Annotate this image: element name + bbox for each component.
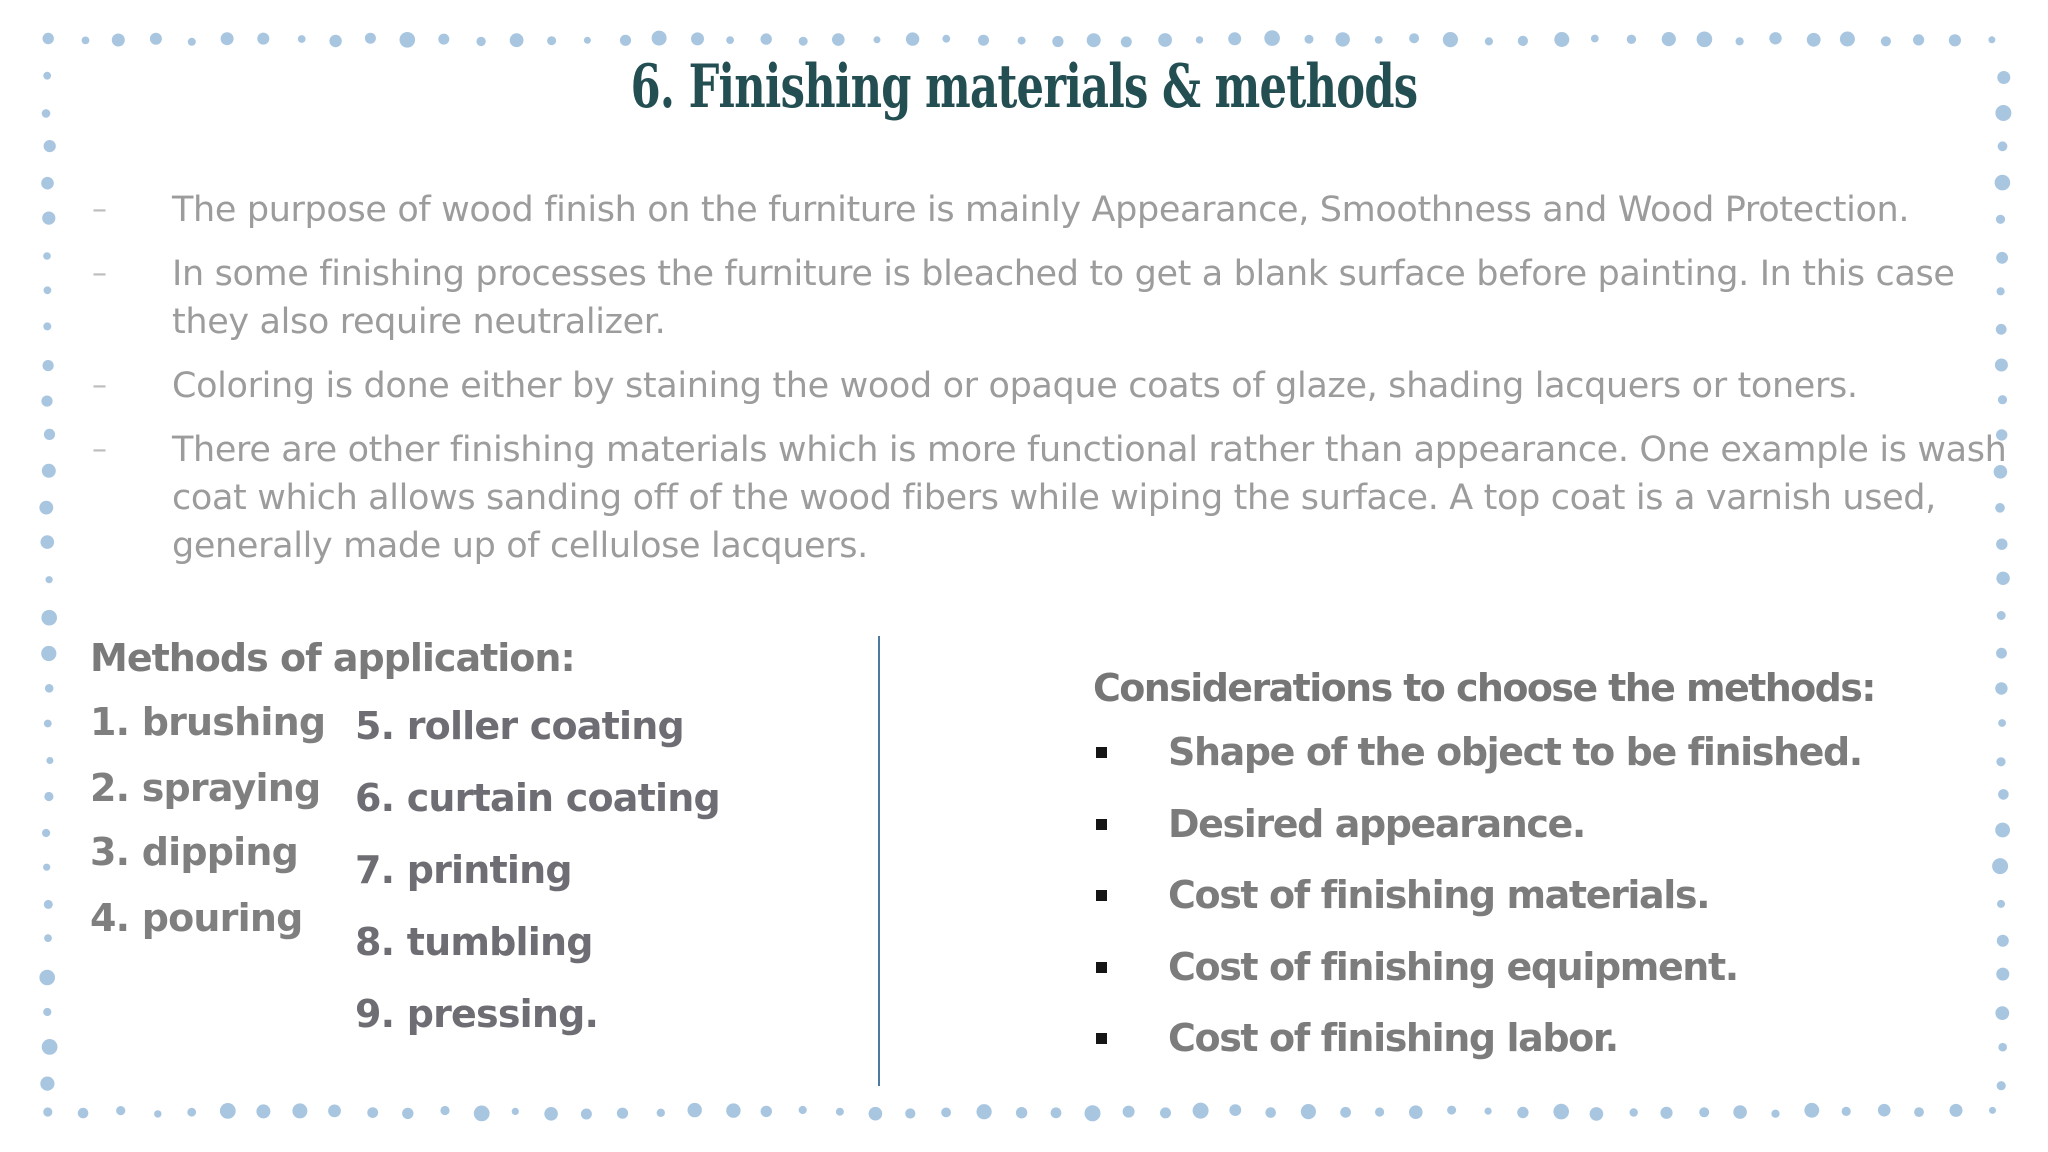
border-dot [44, 900, 53, 909]
border-dot [1264, 30, 1280, 46]
border-dot [1409, 1105, 1423, 1119]
consideration-text: Cost of finishing labor. [1168, 1016, 1618, 1060]
slide-title: 6. Finishing materials & methods [630, 52, 1418, 122]
border-dot [41, 396, 52, 407]
border-dot [116, 1106, 125, 1115]
border-dot [1160, 1107, 1171, 1118]
border-dot [510, 33, 524, 47]
border-dot [657, 1109, 665, 1117]
border-dot [40, 1077, 54, 1091]
border-dot [1087, 33, 1101, 47]
methods-heading: Methods of application: [90, 636, 575, 680]
bullet-text: In some finishing processes the furniture is bleached to get a blank surface before painting. In this case they also require neutralizer. [172, 254, 1955, 342]
border-dot [1591, 35, 1599, 43]
border-dot [1443, 32, 1458, 47]
border-dot [1590, 1107, 1604, 1121]
border-dot [1085, 1105, 1101, 1121]
consideration-text: Cost of finishing equipment. [1168, 945, 1738, 989]
border-dot [42, 212, 55, 225]
bullet-dash-marker: – [92, 368, 107, 403]
border-dot [1881, 36, 1891, 46]
border-dot [1553, 1104, 1569, 1120]
border-dot [43, 1008, 51, 1016]
border-dot [1018, 37, 1026, 45]
border-dot [44, 934, 52, 942]
border-dot [42, 829, 50, 837]
border-dot [1769, 32, 1781, 44]
border-dot [43, 252, 51, 260]
border-dot [256, 1104, 270, 1118]
border-dot [44, 720, 52, 728]
border-dot [39, 970, 55, 986]
border-dot [400, 32, 416, 48]
border-dot [45, 684, 54, 693]
border-dot [1340, 1107, 1351, 1118]
border-dot [1228, 32, 1241, 45]
border-dot [547, 36, 556, 45]
border-dot [44, 140, 56, 152]
border-dot [188, 38, 196, 46]
bullet-item [92, 426, 2012, 570]
border-dot [832, 33, 845, 46]
border-dot [150, 33, 162, 45]
border-dot [905, 1108, 915, 1118]
bullet-dash-marker: – [92, 192, 107, 227]
border-dot [1336, 32, 1350, 46]
border-dot [78, 1108, 89, 1119]
border-dot [154, 1110, 161, 1117]
border-dot [761, 33, 772, 44]
border-dot [1995, 823, 2010, 838]
border-dot [941, 1108, 951, 1118]
bullet-text: There are other finishing materials which is more functional rather than appearance. One example is wash coat which allows sanding off of the wood fibers while wiping the surface. A top coat is a varnish used, generally made up of cellulose lacquers. [172, 430, 2007, 566]
border-dot [874, 36, 881, 43]
border-dot [620, 35, 631, 46]
consideration-text: Desired appearance. [1168, 802, 1585, 846]
border-dot [1554, 32, 1569, 47]
square-bullet-icon [1096, 890, 1107, 901]
bullet-dash-marker: – [92, 256, 107, 291]
border-dot [1995, 682, 2007, 694]
border-dot [220, 1103, 236, 1119]
column-divider [878, 636, 880, 1086]
border-dot [1662, 32, 1676, 46]
border-dot [652, 31, 667, 46]
border-dot [1158, 33, 1172, 47]
border-dot [1995, 105, 2011, 121]
border-dot [1988, 36, 1995, 43]
square-bullet-icon [1096, 1033, 1107, 1044]
border-dot [41, 535, 55, 549]
border-dot [1193, 1103, 1209, 1119]
method-item: 7. printing [355, 848, 572, 892]
border-dot [1305, 35, 1314, 44]
bullet-item [92, 362, 2012, 410]
border-dot [906, 32, 919, 45]
border-dot [1998, 789, 2009, 800]
border-dot [1996, 757, 2005, 766]
border-dot [1842, 1107, 1851, 1116]
border-dot [1914, 1107, 1924, 1117]
border-dot [869, 1107, 883, 1121]
border-dot [42, 464, 56, 478]
border-dot [1123, 1106, 1135, 1118]
border-dot [799, 37, 808, 46]
border-dot [1997, 611, 2006, 620]
border-dot [46, 757, 53, 764]
consideration-text: Shape of the object to be finished. [1168, 730, 1862, 774]
border-dot [726, 1103, 740, 1117]
border-dot [365, 33, 376, 44]
border-dot [1913, 34, 1924, 45]
border-dot [1196, 36, 1203, 43]
border-dot [43, 864, 50, 871]
border-dot [1447, 1106, 1456, 1115]
border-dot [1950, 1104, 1963, 1117]
border-dot [799, 1106, 807, 1114]
border-dot [46, 576, 53, 583]
border-dot [512, 1108, 519, 1115]
border-dot [42, 109, 51, 118]
border-dot [836, 1108, 844, 1116]
bullet-dash-marker: – [92, 432, 107, 467]
border-dot [1840, 32, 1855, 47]
border-dot [476, 37, 485, 46]
border-dot [1997, 1081, 2006, 1090]
border-dot [584, 37, 591, 44]
border-dot [1998, 719, 2006, 727]
border-dot [726, 36, 734, 44]
border-dot [1016, 1107, 1027, 1118]
border-dot [43, 360, 54, 371]
border-dot [1518, 36, 1528, 46]
border-dot [329, 35, 341, 47]
square-bullet-icon [1096, 819, 1107, 830]
bullet-item [92, 250, 2012, 346]
border-dot [43, 33, 54, 44]
border-dot [1375, 36, 1383, 44]
border-dot [44, 286, 52, 294]
border-dot [82, 37, 90, 45]
bullet-item [92, 186, 2012, 234]
border-dot [1949, 34, 1961, 46]
border-dot [761, 1106, 772, 1117]
bullet-text: Coloring is done either by staining the wood or opaque coats of glaze, shading lacquers or toners. [172, 366, 1858, 406]
border-dot [544, 1107, 558, 1121]
border-dot [1996, 648, 2007, 659]
border-dot [43, 322, 51, 330]
border-dot [298, 35, 306, 43]
border-dot [581, 1109, 592, 1120]
border-dot [41, 177, 54, 190]
border-dot [1998, 141, 2008, 151]
border-dot [1733, 1105, 1747, 1119]
border-dot [39, 501, 53, 515]
border-dot [1804, 1103, 1819, 1118]
border-dot [688, 1103, 702, 1117]
border-dot [1771, 1110, 1779, 1118]
border-dot [474, 1106, 490, 1122]
border-dot [1627, 35, 1636, 44]
border-dot [41, 610, 57, 626]
border-dot [1660, 1107, 1672, 1119]
square-bullet-icon [1096, 962, 1107, 973]
border-dot [1052, 36, 1063, 47]
border-dot [1121, 36, 1132, 47]
method-item: 2. spraying [90, 766, 321, 810]
border-dot [41, 646, 56, 661]
border-dot [1485, 37, 1493, 45]
border-dot [440, 1106, 449, 1115]
method-item: 8. tumbling [355, 920, 593, 964]
border-dot [221, 32, 234, 45]
border-dot [1301, 1104, 1316, 1119]
border-dot [43, 1107, 52, 1116]
border-dot [1485, 1108, 1492, 1115]
border-dot [978, 35, 989, 46]
border-dot [112, 34, 125, 47]
border-dot [1997, 935, 2009, 947]
border-dot [1989, 1107, 1996, 1114]
method-item: 9. pressing. [355, 992, 599, 1036]
border-dot [1995, 1006, 2009, 1020]
border-dot [292, 1103, 307, 1118]
method-item: 3. dipping [90, 830, 299, 874]
border-dot [977, 1104, 992, 1119]
method-item: 1. brushing [90, 700, 326, 744]
border-dot [1051, 1107, 1062, 1118]
border-dot [691, 32, 704, 45]
border-dot [617, 1108, 628, 1119]
border-dot [1996, 968, 2009, 981]
border-dot [438, 34, 449, 45]
border-dot [1878, 1104, 1891, 1117]
border-dot [1229, 1104, 1241, 1116]
border-dot [1998, 1043, 2007, 1052]
border-dot [1807, 33, 1821, 47]
border-dot [1409, 33, 1419, 43]
border-dot [1697, 32, 1713, 48]
consideration-text: Cost of finishing materials. [1168, 873, 1710, 917]
border-dot [1992, 858, 2008, 874]
border-dot [1517, 1107, 1528, 1118]
border-dot [367, 1107, 378, 1118]
border-dot [402, 1108, 413, 1119]
border-dot [328, 1105, 341, 1118]
method-item: 6. curtain coating [355, 776, 720, 820]
border-dot [44, 429, 55, 440]
border-dot [1736, 37, 1744, 45]
border-dot [187, 1108, 196, 1117]
border-dot [1997, 71, 2010, 84]
square-bullet-icon [1096, 747, 1107, 758]
considerations-heading: Considerations to choose the methods: [1093, 666, 1875, 710]
border-dot [44, 792, 53, 801]
border-dot [42, 1039, 58, 1055]
border-dot [1630, 1108, 1638, 1116]
border-dot [43, 72, 51, 80]
border-dot [1265, 1107, 1276, 1118]
border-dot [1375, 1107, 1384, 1116]
method-item: 4. pouring [90, 896, 303, 940]
border-dot [1997, 900, 2005, 908]
border-dot [1699, 1107, 1709, 1117]
border-dot [257, 33, 269, 45]
bullet-list [92, 186, 2012, 586]
method-item: 5. roller coating [355, 704, 684, 748]
bullet-text: The purpose of wood finish on the furniture is mainly Appearance, Smoothness and Wood Protection. [172, 190, 1910, 230]
border-dot [942, 35, 950, 43]
